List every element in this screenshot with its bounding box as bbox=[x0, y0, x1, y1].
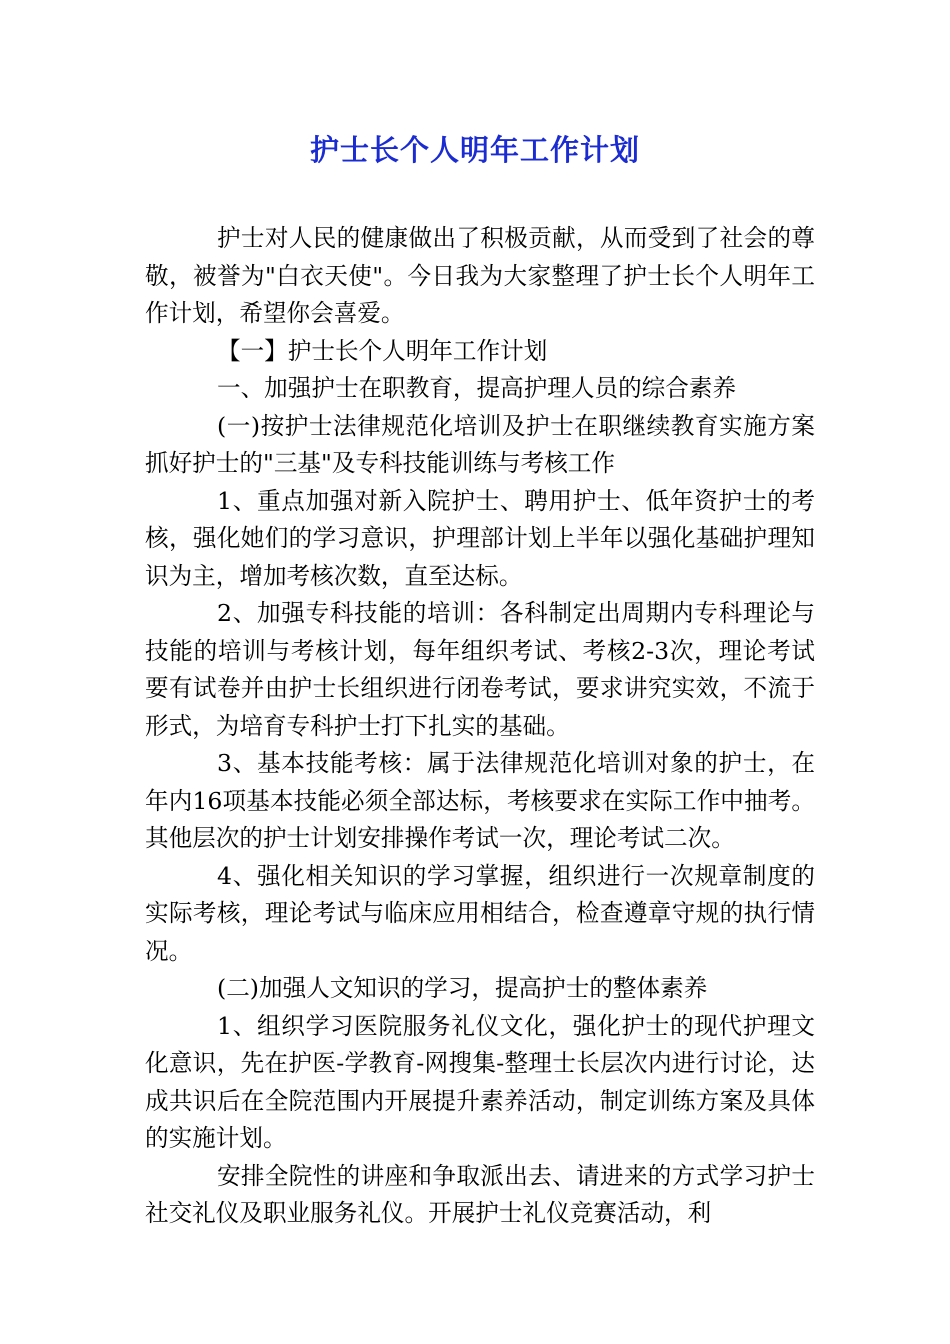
paragraph: 4、强化相关知识的学习掌握，组织进行一次规章制度的实际考核，理论考试与临床应用相结合，检查遵章守规的执行情况。 bbox=[145, 861, 815, 965]
subsection-heading: (二)加强人文知识的学习，提高护士的整体素养 bbox=[217, 974, 708, 1002]
paragraph: 护士对人民的健康做出了积极贡献，从而受到了社会的尊敬，被誉为"白衣天使"。今日我为大家整理了护士长个人明年工作计划，希望你会喜爱。 bbox=[145, 224, 815, 327]
paragraph: 1、组织学习医院服务礼仪文化，强化护士的现代护理文化意识，先在护医-学教育-网搜集-整理士长层次内进行讨论，达成共识后在全院范围内开展提升素养活动，制定训练方案及具体的实施计划。 bbox=[145, 1011, 815, 1152]
paragraph: 1、重点加强对新入院护士、聘用护士、低年资护士的考核，强化她们的学习意识，护理部计划上半年以强化基础护理知识为主，增加考核次数，直至达标。 bbox=[145, 486, 815, 590]
section-heading: 一、加强护士在职教育，提高护理人员的综合素养 bbox=[217, 374, 737, 402]
section-heading: 【一】护士长个人明年工作计划 bbox=[217, 336, 548, 365]
subsection-heading: (一)按护士法律规范化培训及护士在职继续教育实施方案抓好护士的"三基"及专科技能训练与考核工作 bbox=[145, 411, 815, 477]
paragraph: 3、基本技能考核：属于法律规范化培训对象的护士，在年内16项基本技能必须全部达标，考核要求在实际工作中抽考。其他层次的护士计划安排操作考试一次，理论考试二次。 bbox=[145, 749, 815, 852]
paragraph: 2、加强专科技能的培训：各科制定出周期内专科理论与技能的培训与考核计划，每年组织考试、考核2-3次，理论考试要有试卷并由护士长组织进行闭卷考试，要求讲究实效，不流于形式，为培育专科护士打下扎实的基础。 bbox=[145, 599, 815, 740]
document-body bbox=[145, 220, 815, 1233]
paragraph: 安排全院性的讲座和争取派出去、请进来的方式学习护士社交礼仪及职业服务礼仪。开展护士礼仪竞赛活动，利 bbox=[145, 1161, 815, 1227]
document-title: 护士长个人明年工作计划 bbox=[309, 133, 640, 167]
